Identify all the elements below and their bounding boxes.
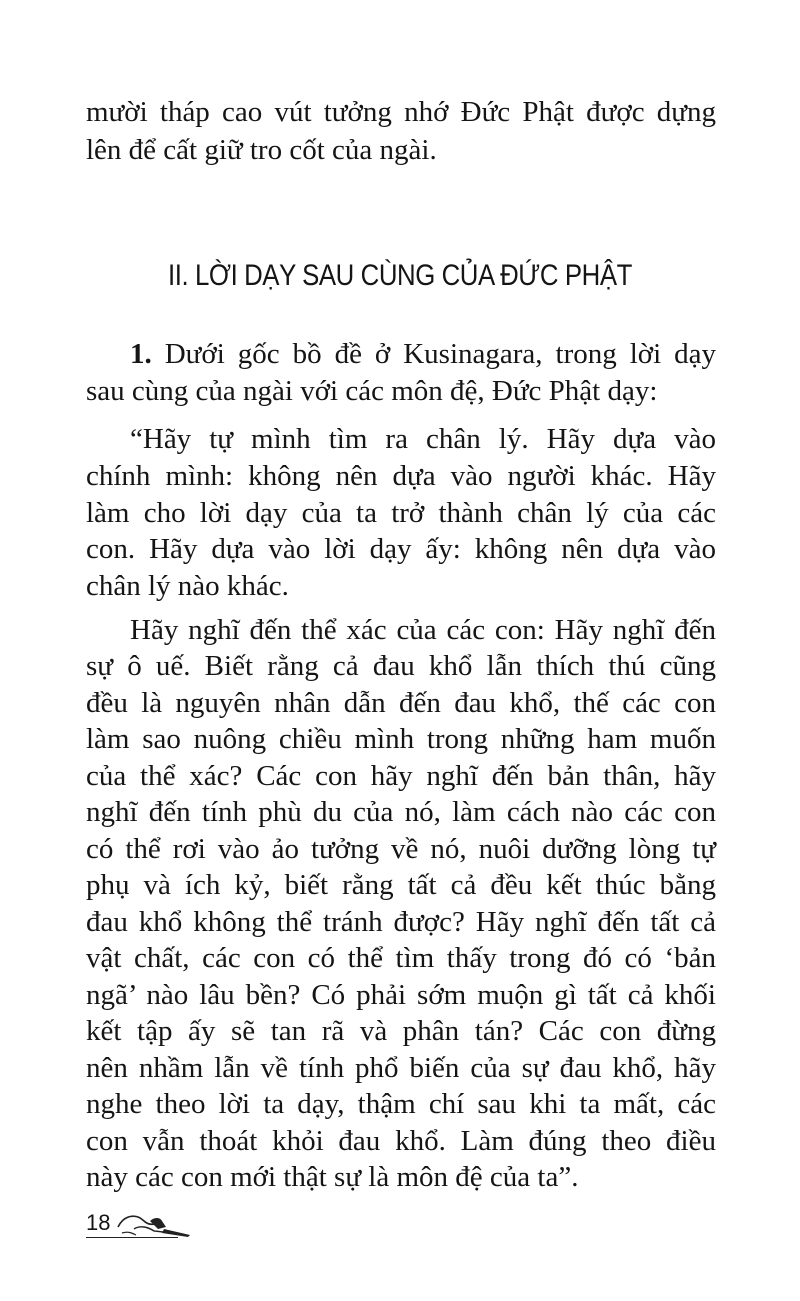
text-line: vật chất, các con có thể tìm thấy trong đó có ‘bản [86, 942, 716, 974]
writing-hand-ornament-icon [114, 1207, 192, 1239]
text-line: ngã’ nào lâu bền? Có phải sớm muộn gì tất cả khối [86, 979, 716, 1011]
text-line: làm cho lời dạy của ta trở thành chân lý của các [86, 497, 716, 529]
text-line: sau cùng của ngài với các môn đệ, Đức Phật dạy: [86, 375, 658, 407]
text-line: lên để cất giữ tro cốt của ngài. [86, 134, 437, 166]
text-line: con. Hãy dựa vào lời dạy ấy: không nên dựa vào [86, 533, 716, 565]
text-line: con vẫn thoát khỏi đau khổ. Làm đúng theo điều [86, 1125, 716, 1157]
page-footer [86, 1207, 206, 1247]
text-line: có thể rơi vào ảo tưởng về nó, nuôi dưỡng lòng tự [86, 833, 716, 865]
section-heading: II. LỜI DẠY SAU CÙNG CỦA ĐỨC PHẬT [168, 259, 632, 292]
text-line: chính mình: không nên dựa vào người khác. Hãy [86, 460, 716, 492]
text-line: Hãy nghĩ đến thể xác của các con: Hãy nghĩ đến [130, 614, 716, 646]
text-line: nghe theo lời ta dạy, thậm chí sau khi ta mất, các [86, 1088, 716, 1120]
text-line: sự ô uế. Biết rằng cả đau khổ lẫn thích thú cũng [86, 650, 716, 682]
paragraph-1-text: Dưới gốc bồ đề ở Kusinagara, trong lời dạy [151, 338, 716, 370]
text-line: của thể xác? Các con hãy nghĩ đến bản thân, hãy [86, 760, 716, 792]
text-line: đau khổ không thể tránh được? Hãy nghĩ đến tất cả [86, 906, 716, 938]
text-line: kết tập ấy sẽ tan rã và phân tán? Các con đừng [86, 1015, 716, 1047]
text-line: mười tháp cao vút tưởng nhớ Đức Phật được dựng [86, 96, 716, 128]
text-line: này các con mới thật sự là môn đệ của ta”. [86, 1161, 579, 1193]
paragraph-number: 1. [130, 338, 152, 370]
text-line: “Hãy tự mình tìm ra chân lý. Hãy dựa vào [130, 423, 716, 455]
text-line: làm sao nuông chiều mình trong những ham muốn [86, 723, 716, 755]
text-line: chân lý nào khác. [86, 570, 289, 602]
text-line: đều là nguyên nhân dẫn đến đau khổ, thế các con [86, 687, 716, 719]
paragraph-1-first-line [130, 337, 716, 371]
text-line: nên nhầm lẫn về tính phổ biến của sự đau khổ, hãy [86, 1052, 716, 1084]
text-line: phụ và ích kỷ, biết rằng tất cả đều kết thúc bằng [86, 869, 716, 901]
text-line: nghĩ đến tính phù du của nó, làm cách nào các con [86, 796, 716, 828]
page-number: 18 [86, 1210, 111, 1235]
